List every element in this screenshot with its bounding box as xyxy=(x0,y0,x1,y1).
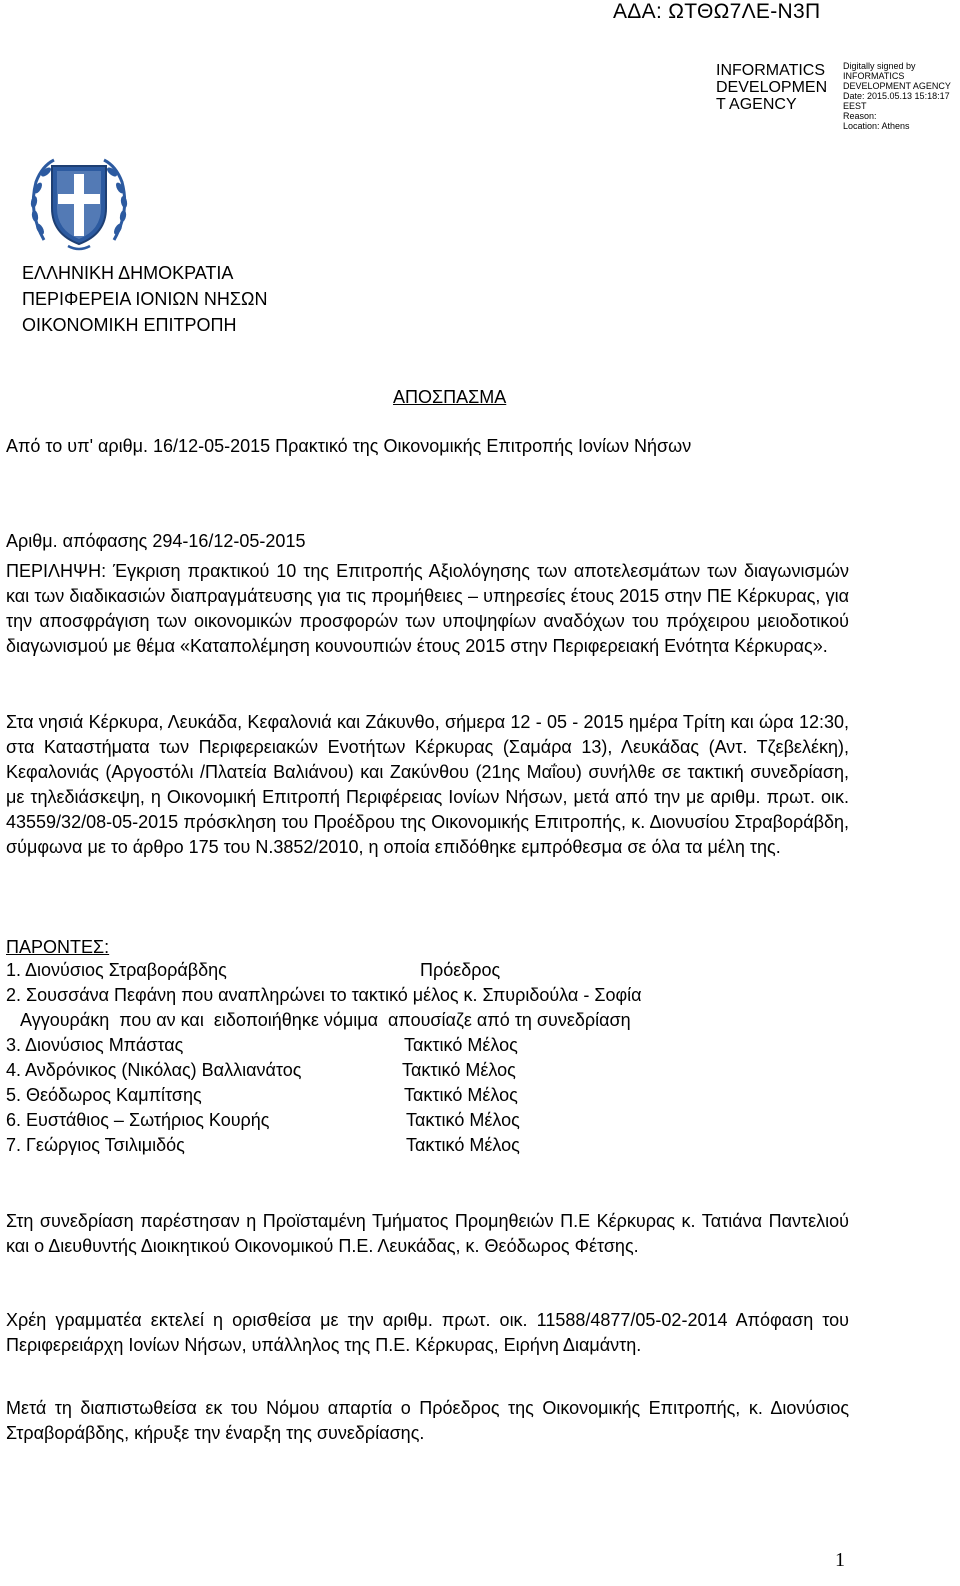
member-6-name: 6. Ευστάθιος – Σωτήριος Κουρής xyxy=(6,1110,270,1130)
member-2-line1: 2. Σουσσάνα Πεφάνη που αναπληρώνει το τακτικό μέλος κ. Σπυριδούλα - Σοφία xyxy=(6,985,642,1005)
member-7-role: Τακτικό Μέλος xyxy=(406,1135,520,1155)
member-3-role: Τακτικό Μέλος xyxy=(404,1035,518,1055)
quorum-paragraph: Μετά τη διαπιστωθείσα εκ του Νόμου απαρτία ο Πρόεδρος της Οικονομικής Επιτροπής, κ. Διονύσιος Στραβοράβδης, κήρυξε την έναρξη της συνεδρίασης. xyxy=(6,1398,849,1443)
header-country: ΕΛΛΗΝΙΚΗ ΔΗΜΟΚΡΑΤΙΑ xyxy=(22,263,234,283)
document-title: ΑΠΟΣΠΑΣΜΑ xyxy=(393,387,507,407)
member-7-name: 7. Γεώργιος Τσιλιμιδός xyxy=(6,1135,185,1155)
header-committee: ΟΙΚΟΝΟΜΙΚΗ ΕΠΙΤΡΟΠΗ xyxy=(22,315,237,335)
present-heading: ΠΑΡΟΝΤΕΣ: xyxy=(6,937,110,957)
signature-org: INFORMATICS DEVELOPMEN T AGENCY xyxy=(716,62,828,113)
member-2-line2: Αγγουράκη που αν και ειδοποιήθηκε νόμιμα απουσίαζε από τη συνεδρίαση xyxy=(6,1010,631,1030)
signature-details: Digitally signed by INFORMATICS DEVELOPMENT AGENCY Date: 2015.05.13 15:18:17 EEST Reason: Location: Athens xyxy=(843,61,951,131)
meeting-paragraph: Στα νησιά Κέρκυρα, Λευκάδα, Κεφαλονιά και Ζάκυνθο, σήμερα 12 - 05 - 2015 ημέρα Τρίτη και ώρα 12:30, στα Καταστήματα των Περιφερειακών Ενοτήτων Κέρκυρας (Σαμάρα 13), Λευκάδας (Αντ. Τζεβελέκη), Κεφαλονιάς (Αργοστόλι /Πλατεία Βαλιάνου) και Ζακύνθου (21ης Μαΐου) συνήλθε σε τακτική συνεδρίαση, με τηλεδιάσκεψη, η Οικονομική Επιτροπή Περιφέρειας Ιονίων Νήσων, μετά από την με αριθμ. πρωτ. οικ. 43559/32/08-05-2015 πρόσκληση του Προέδρου της Οικονομικής Επιτροπής, κ. Διονυσίου Στραβοράβδη, σύμφωνα με το άρθρο 175 του Ν.3852/2010, η οποία επιδόθηκε εμπρόθεσμα σε όλα τα μέλη της. xyxy=(6,712,849,857)
member-1-role: Πρόεδρος xyxy=(420,960,501,980)
extract-from: Από το υπ' αριθμ. 16/12-05-2015 Πρακτικό της Οικονομικής Επιτροπής Ιονίων Νήσων xyxy=(6,436,692,456)
member-3-name: 3. Διονύσιος Μπάστας xyxy=(6,1035,184,1055)
decision-number: Αριθμ. απόφασης 294-16/12-05-2015 xyxy=(6,531,306,551)
document-header xyxy=(22,260,267,338)
header-region: ΠΕΡΙΦΕΡΕΙΑ ΙΟΝΙΩΝ ΝΗΣΩΝ xyxy=(22,289,268,309)
member-1-name: 1. Διονύσιος Στραβοράβδης xyxy=(6,960,227,980)
member-4-role: Τακτικό Μέλος xyxy=(402,1060,516,1080)
member-4-name: 4. Ανδρόνικος (Νικόλας) Βαλλιανάτος xyxy=(6,1060,302,1080)
summary-paragraph: ΠΕΡΙΛΗΨΗ: Έγκριση πρακτικού 10 της Επιτροπής Αξιολόγησης των αποτελεσμάτων των διαγωνισμών και των διαδικασιών διαπραγμάτευσης για τις προμήθειες – υπηρεσίες έτους 2015 στην ΠΕ Κέρκυρας, για την αποσφράγιση των οικονομικών προσφορών των υποψηφίων αναδόχων του πρόχειρου μειοδοτικού διαγωνισμού με θέμα «Καταπολέμηση κουνουπιών έτους 2015 στην Περιφερειακή Ενότητα Κέρκυρας». xyxy=(6,561,849,656)
ada-code: ΑΔΑ: ΩΤΘΩ7ΛΕ-Ν3Π xyxy=(613,0,821,23)
member-5-name: 5. Θεόδωρος Καμπίτσης xyxy=(6,1085,202,1105)
attendance-paragraph: Στη συνεδρίαση παρέστησαν η Προϊσταμένη Τμήματος Προμηθειών Π.Ε Κέρκυρας κ. Τατιάνα Παντελιού και ο Διευθυντής Διοικητικού Οικονομικού Π.Ε. Λευκάδας, κ. Θεόδωρος Φέτσης. xyxy=(6,1211,849,1256)
greek-coat-of-arms-icon xyxy=(24,152,134,254)
secretary-paragraph: Χρέη γραμματέα εκτελεί η ορισθείσα με την αριθμ. πρωτ. οικ. 11588/4877/05-02-2014 Απόφαση του Περιφερειάρχη Ιονίων Νήσων, υπάλληλος της Π.Ε. Κέρκυρας, Ειρήνη Διαμάντη. xyxy=(6,1310,849,1355)
member-5-role: Τακτικό Μέλος xyxy=(404,1085,518,1105)
member-6-role: Τακτικό Μέλος xyxy=(406,1110,520,1130)
page-number: 1 xyxy=(835,1549,845,1571)
